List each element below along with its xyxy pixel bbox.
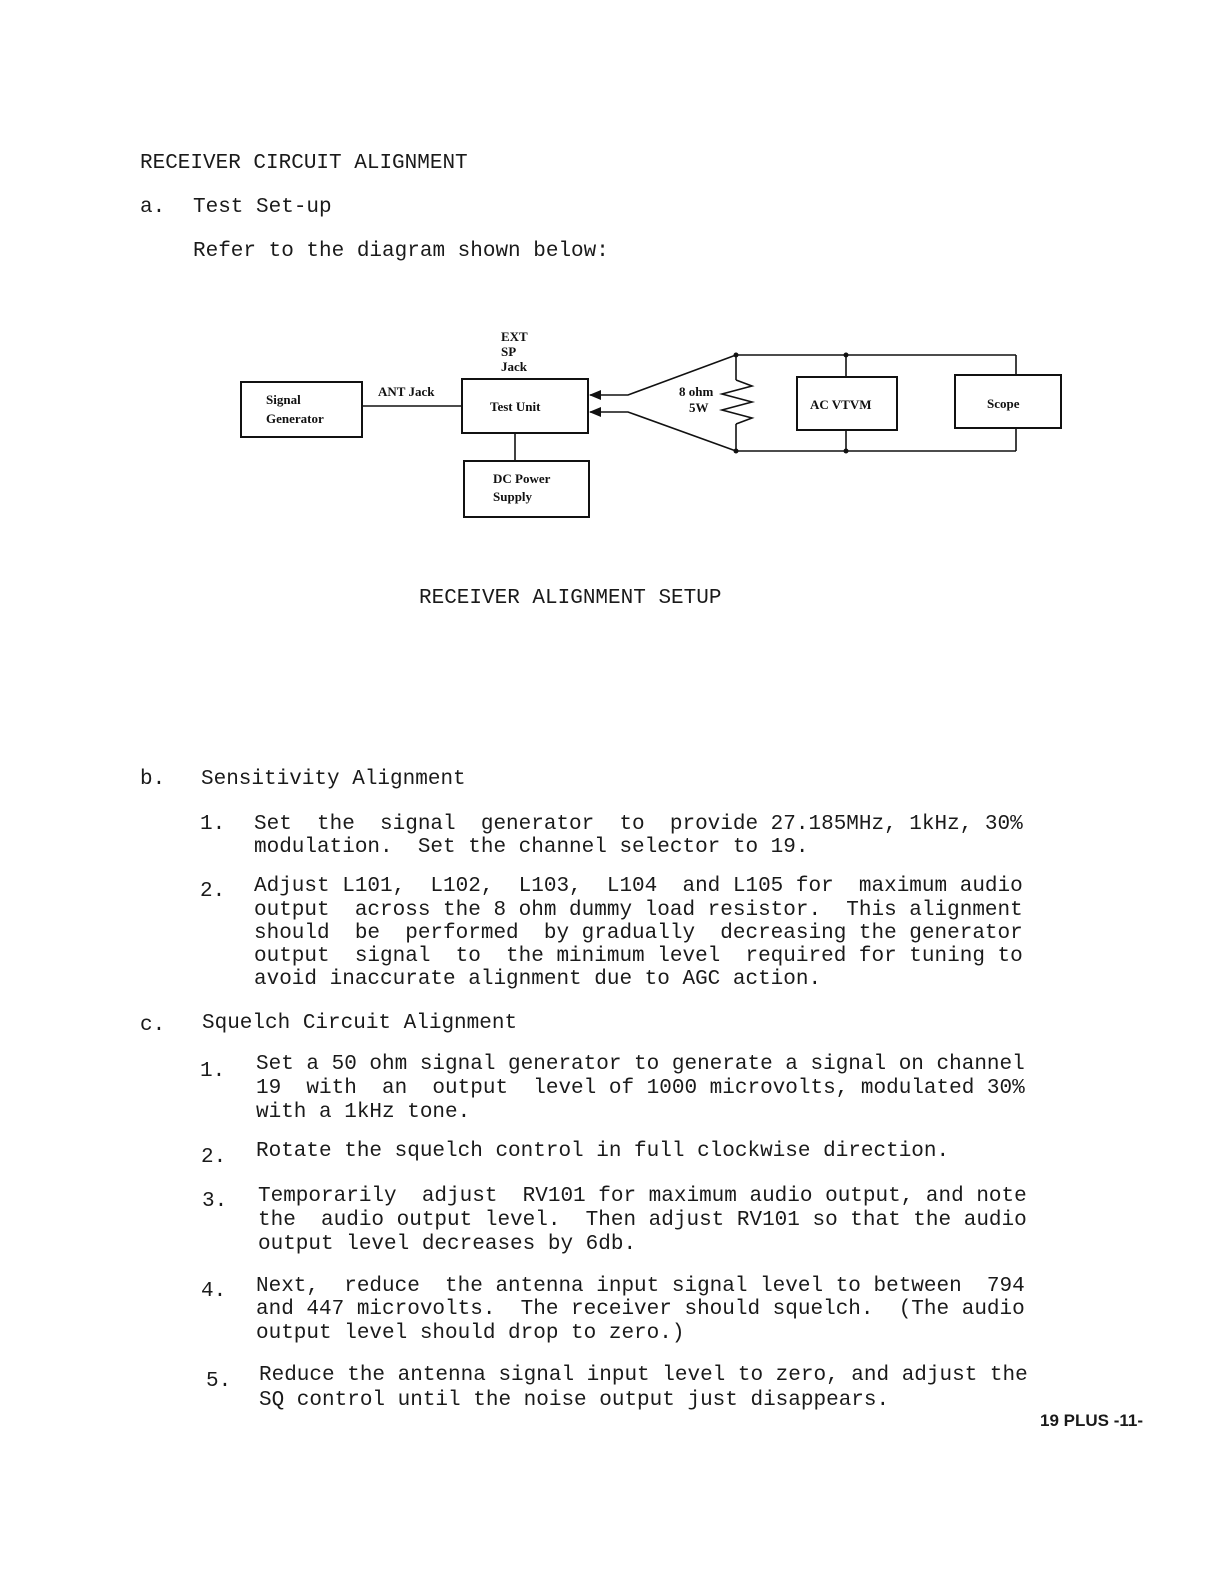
section-b-step-2-line-3: should be performed by gradually decreasing the generator: [254, 922, 1023, 945]
section-c-step-5-line-1: Reduce the antenna signal input level to zero, and adjust the: [259, 1364, 1028, 1387]
signal-generator-label-1: Signal: [266, 392, 301, 407]
ext-sp-jack-label-3: Jack: [501, 359, 527, 374]
section-c-step-3-num: 3.: [202, 1190, 228, 1213]
section-b-step-2-line-5: avoid inaccurate alignment due to AGC action.: [254, 968, 822, 991]
page-footer: 19 PLUS -11-: [1040, 1411, 1143, 1430]
section-b-step-2-line-2: output across the 8 ohm dummy load resistor. This alignment: [254, 899, 1023, 922]
load-resistor-label-2: 5W: [689, 400, 709, 415]
receiver-alignment-diagram: [0, 0, 1225, 560]
section-c-marker: c.: [140, 1014, 166, 1037]
arrow-icon: [589, 390, 601, 400]
section-c-step-4-num: 4.: [201, 1280, 227, 1303]
section-c-step-1-line-2: 19 with an output level of 1000 microvolts, modulated 30%: [256, 1077, 1025, 1100]
section-b-step-2-line-1: Adjust L101, L102, L103, L104 and L105 for maximum audio: [254, 875, 1023, 898]
diagram-caption: RECEIVER ALIGNMENT SETUP: [419, 587, 722, 610]
signal-generator-label-2: Generator: [266, 411, 324, 426]
section-b-step-2-num: 2.: [200, 880, 226, 903]
section-c-step-3-line-3: output level decreases by 6db.: [258, 1233, 637, 1256]
resistor-icon: [722, 380, 752, 424]
section-b-step-1-num: 1.: [200, 813, 226, 836]
section-b-step-1-line-1: Set the signal generator to provide 27.185MHz, 1kHz, 30%: [254, 813, 1023, 836]
section-c-step-4-line-3: output level should drop to zero.): [256, 1322, 685, 1345]
dc-power-supply-label-1: DC Power: [493, 471, 551, 486]
load-resistor-label-1: 8 ohm: [679, 384, 714, 399]
section-a-intro: Refer to the diagram shown below:: [193, 240, 609, 263]
section-c-step-2-num: 2.: [201, 1146, 227, 1169]
section-c-step-2-line-1: Rotate the squelch control in full clockwise direction.: [256, 1140, 950, 1163]
ext-sp-jack-label-2: SP: [501, 344, 517, 359]
section-a-title: Test Set-up: [193, 196, 332, 219]
section-c-step-5-num: 5.: [206, 1370, 232, 1393]
section-b-title: Sensitivity Alignment: [201, 768, 466, 791]
section-c-title: Squelch Circuit Alignment: [202, 1012, 518, 1035]
page-heading: RECEIVER CIRCUIT ALIGNMENT: [140, 152, 468, 175]
section-c-step-1-line-3: with a 1kHz tone.: [256, 1101, 471, 1124]
ext-sp-jack-label-1: EXT: [501, 329, 528, 344]
section-b-step-2-line-4: output signal to the minimum level required for tuning to: [254, 945, 1023, 968]
section-c-step-3-line-2: the audio output level. Then adjust RV101 so that the audio: [258, 1209, 1027, 1232]
section-c-step-4-line-1: Next, reduce the antenna input signal level to between 794: [256, 1275, 1025, 1298]
section-c-step-1-line-1: Set a 50 ohm signal generator to generate a signal on channel: [256, 1053, 1025, 1076]
signal-generator-box: [241, 382, 362, 437]
ac-vtvm-label: AC VTVM: [810, 397, 872, 412]
section-c-step-4-line-2: and 447 microvolts. The receiver should squelch. (The audio: [256, 1298, 1025, 1321]
arrow-icon: [589, 407, 601, 417]
section-c-step-1-num: 1.: [200, 1060, 226, 1083]
test-unit-label: Test Unit: [490, 399, 541, 414]
section-a-marker: a.: [140, 196, 166, 219]
ant-jack-label: ANT Jack: [378, 384, 435, 399]
scope-label: Scope: [987, 396, 1020, 411]
section-c-step-5-line-2: SQ control until the noise output just disappears.: [259, 1389, 890, 1412]
section-b-marker: b.: [140, 768, 166, 791]
section-c-step-3-line-1: Temporarily adjust RV101 for maximum audio output, and note: [258, 1185, 1027, 1208]
section-b-step-1-line-2: modulation. Set the channel selector to 19.: [254, 836, 809, 859]
dc-power-supply-label-2: Supply: [493, 489, 533, 504]
